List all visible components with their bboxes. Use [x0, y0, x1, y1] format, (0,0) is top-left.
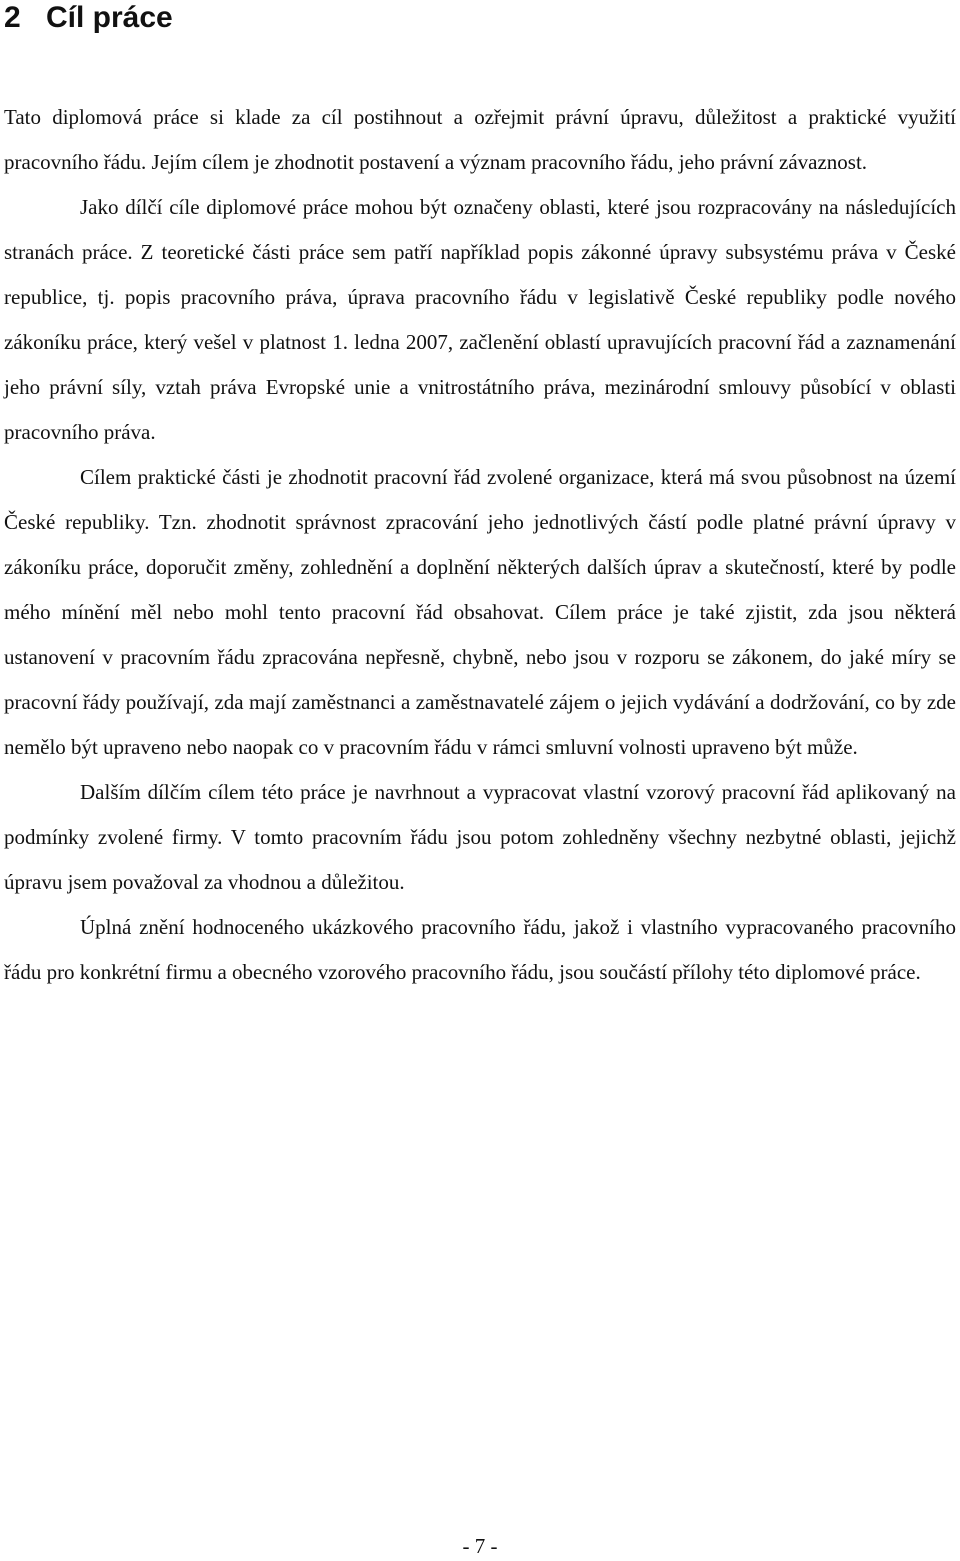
paragraph-model-regulation: Dalším dílčím cílem této práce je navrhnout a vypracovat vlastní vzorový pracovní řád aplikovaný na podmínky zvolené firmy. V tomto pracovním řádu jsou potom zohledněny všechny nezbytné oblasti, jejichž úpravu jsem považoval za vhodnou a důležitou. [4, 780, 956, 894]
page-number [0, 1533, 960, 1559]
paragraph-intro: Tato diplomová práce si klade za cíl postihnout a ozřejmit právní úpravu, důležitost a praktické využití pracovního řádu. Jejím cílem je zhodnotit postavení a význam pracovního řádu, jeho právní závaznost. [4, 105, 956, 174]
document-body [4, 95, 956, 995]
chapter-title: Cíl práce [46, 1, 173, 34]
chapter-number: 2 [4, 1, 21, 34]
paragraph-appendix: Úplná znění hodnoceného ukázkového pracovního řádu, jakož i vlastního vypracovaného pracovního řádu pro konkrétní firmu a obecného vzorového pracovního řádu, jsou součástí přílohy této diplomové práce. [4, 915, 956, 984]
paragraph-practical-goals: Cílem praktické části je zhodnotit pracovní řád zvolené organizace, která má svou působnost na území České republiky. Tzn. zhodnotit správnost zpracování jeho jednotlivých částí podle platné právní úpravy v zákoníku práce, doporučit změny, zohlednění a doplnění některých dalších úprav a skutečností, které by podle mého mínění měl nebo mohl tento pracovní řád obsahovat. Cílem práce je také zjistit, zda jsou některá ustanovení v pracovním řádu zpracována nepřesně, chybně, nebo jsou v rozporu se zákonem, do jaké míry se pracovní řády používají, zda mají zaměstnanci a zaměstnavatelé zájem o jejich vydávání a dodržování, co by zde nemělo být upraveno nebo naopak co v pracovním řádu v rámci smluvní volnosti upraveno být může. [4, 465, 956, 759]
page-number-text: - 7 - [462, 1534, 498, 1558]
chapter-heading [4, 0, 173, 38]
paragraph-partial-goals: Jako dílčí cíle diplomové práce mohou být označeny oblasti, které jsou rozpracovány na následujících stranách práce. Z teoretické části práce sem patří například popis zákonné úpravy subsystému práva v České republice, tj. popis pracovního práva, úprava pracovního řádu v legislativě České republiky podle nového zákoníku práce, který vešel v platnost 1. ledna 2007, začlenění oblastí upravujících pracovní řád a zaznamenání jeho právní síly, vztah práva Evropské unie a vnitrostátního práva, mezinárodní smlouvy působící v oblasti pracovního práva. [4, 195, 956, 444]
